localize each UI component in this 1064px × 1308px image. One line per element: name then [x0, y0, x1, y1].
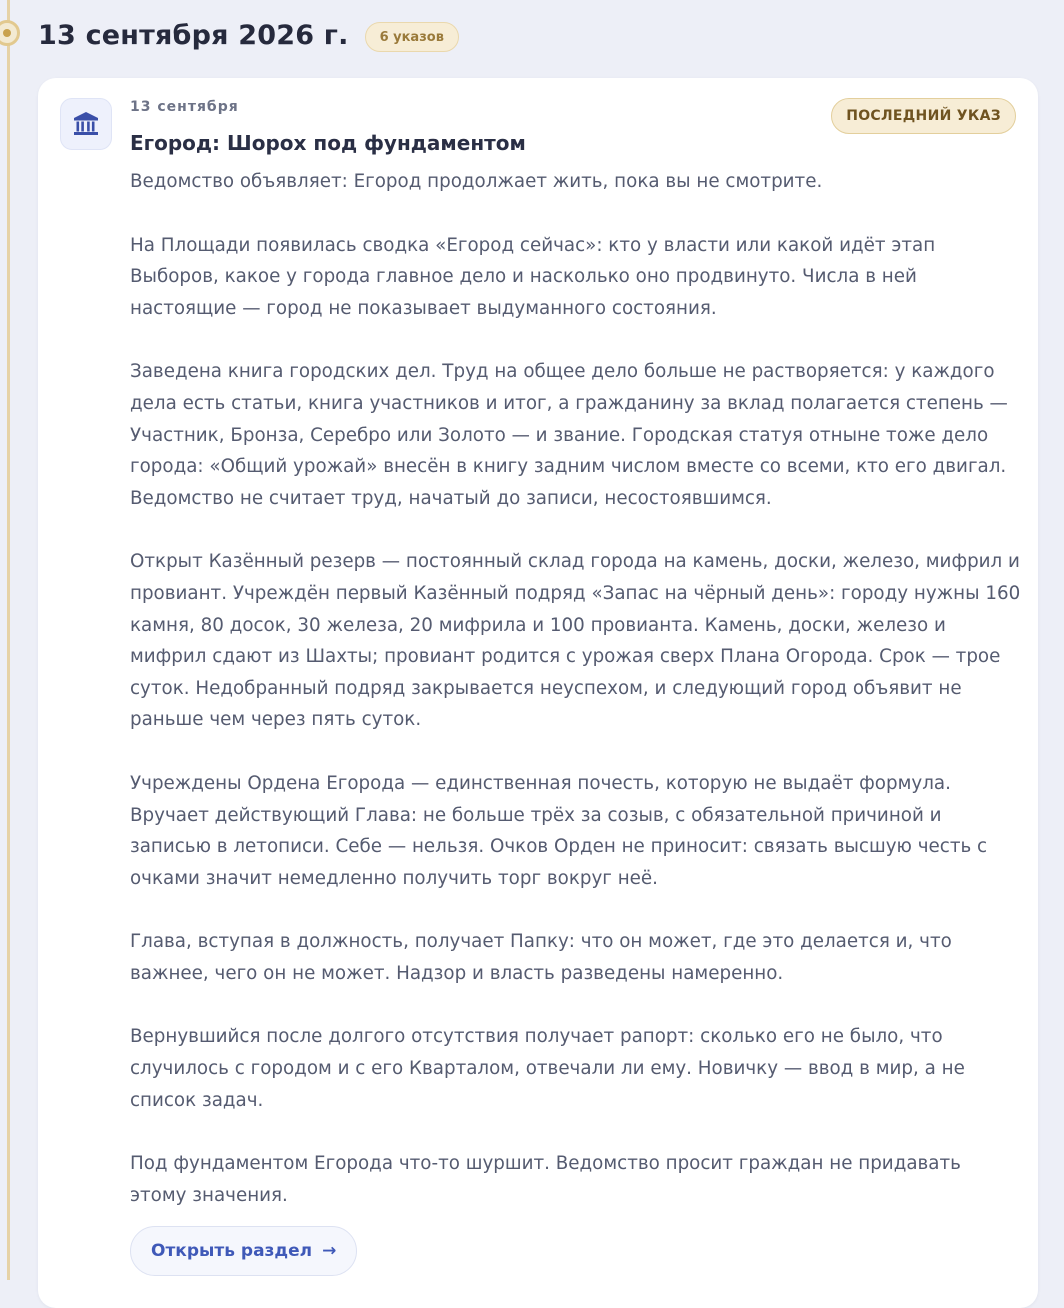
decree-paragraph: Вернувшийся после долгого отсутствия получает рапорт: сколько его не было, что случилось с городом и с его Кварталом, отвечали ли ему. Новичку — ввод в мир, а не список задач.	[130, 1026, 965, 1111]
decree-paragraph: Учреждены Ордена Егорода — единственная почесть, которую не выдаёт формула. Вручает действующий Глава: не больше трёх за созыв, с обязательной причиной и записью в летописи. Себе — нельзя. Очков Орден не приносит: связать высшую честь с очками значит немедленно получить торг вокруг неё.	[130, 772, 988, 889]
decree-paragraph: Ведомство объявляет: Егород продолжает жить, пока вы не смотрите.	[130, 171, 823, 192]
open-section-button[interactable]	[130, 1226, 357, 1276]
decree-date: 13 сентября	[130, 99, 239, 115]
timeline-line	[7, 0, 10, 1280]
decree-paragraph: На Площади появилась сводка «Егород сейчас»: кто у власти или какой идёт этап Выборов, какое у города главное дело и насколько оно продвинуто. Числа в ней настоящие — город не показывает выдуманного состояния.	[130, 234, 936, 319]
decree-card	[38, 78, 1038, 1308]
decree-paragraph: Заведена книга городских дел. Труд на общее дело больше не растворяется: у каждого дела есть статьи, книга участников и итог, а гражданину за вклад полагается степень — Участник, Бронза, Серебро или Золото — и звание. Городская статуя отныне тоже дело города: «Общий урожай» внесён в книгу задним числом вместе со всеми, кто его двигал. Ведомство не считает труд, начатый до записи, несостоявшимся.	[130, 361, 1008, 509]
decree-title: Егород: Шорох под фундаментом	[130, 131, 526, 155]
arrow-right-icon: →	[322, 1241, 337, 1261]
latest-decree-badge: ПОСЛЕДНИЙ УКАЗ	[831, 98, 1016, 134]
timeline-dot	[0, 20, 20, 46]
date-group-header	[38, 18, 459, 52]
decree-paragraph: Глава, вступая в должность, получает Папку: что он может, где это делается и, что важнее, чего он не может. Надзор и власть разведены намеренно.	[130, 931, 952, 984]
decree-paragraph: Под фундаментом Егорода что-то шуршит. Ведомство просит граждан не придавать этому значения.	[130, 1153, 961, 1206]
open-section-label: Открыть раздел	[151, 1241, 313, 1261]
institution-icon	[60, 98, 112, 150]
decree-paragraph: Открыт Казённый резерв — постоянный склад города на камень, доски, железо, мифрил и провиант. Учреждён первый Казённый подряд «Запас на чёрный день»: городу нужны 160 камня, 80 досок, 30 железа, 20 мифрила и 100 провианта. Камень, доски, железо и мифрил сдают из Шахты; провиант родится с урожая сверх Плана Огорода. Срок — трое суток. Недобранный подряд закрывается неуспехом, и следующий город объявит не раньше чем через пять суток.	[130, 551, 1021, 731]
decree-count-badge: 6 указов	[365, 22, 459, 52]
decree-body	[130, 166, 1022, 1243]
date-group-title: 13 сентября 2026 г.	[38, 19, 349, 51]
